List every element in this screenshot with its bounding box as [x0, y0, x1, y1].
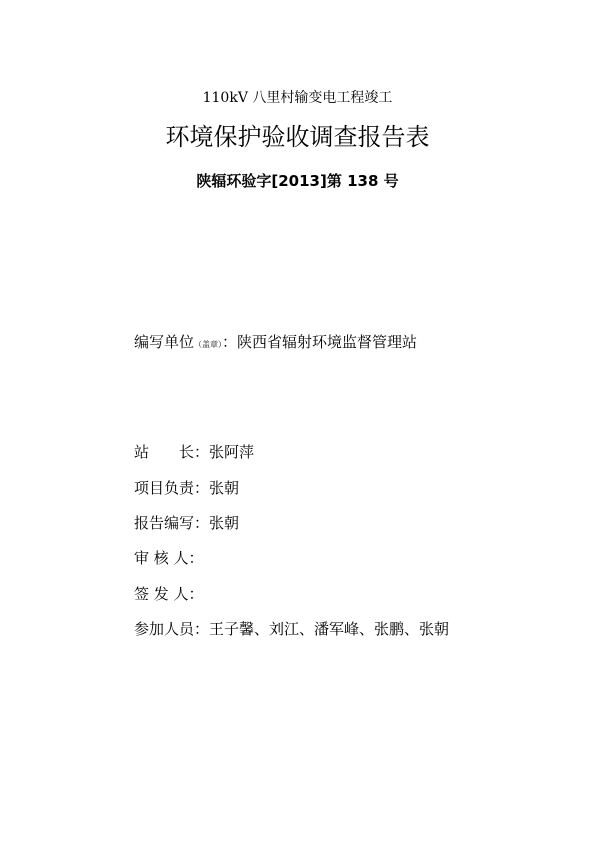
project-lead-value: 张朝 — [209, 479, 240, 497]
reviewer-row — [134, 547, 204, 568]
document-number: 陕辐环验字[2013]第 138 号 — [196, 172, 399, 190]
compiling-unit-value: 陕西省辐射环境监督管理站 — [237, 333, 418, 351]
participants-value: 王子馨、刘江、潘军峰、张鹏、张朝 — [209, 620, 450, 638]
station-director-value: 张阿萍 — [209, 443, 255, 461]
issuer-row — [134, 583, 204, 604]
report-title: 环境保护验收调查报告表 — [165, 123, 430, 151]
participants-label: 参加人员： — [134, 620, 210, 638]
report-author-row — [134, 512, 239, 533]
project-subtitle: 110kV 八里村输变电工程竣工 — [202, 90, 393, 106]
station-director-label: 站 长： — [134, 443, 210, 461]
compiling-unit-colon: ： — [222, 333, 238, 351]
station-director-row — [134, 441, 254, 462]
issuer-label: 签 发 人： — [134, 585, 204, 603]
participants-row — [134, 618, 449, 639]
seal-note: （盖章） — [194, 340, 223, 349]
report-author-value: 张朝 — [209, 514, 240, 532]
project-lead-row — [134, 477, 239, 498]
compiling-unit-label: 编写单位 — [134, 333, 195, 351]
project-lead-label: 项目负责： — [134, 479, 210, 497]
reviewer-label: 审 核 人： — [134, 549, 204, 567]
compiling-unit — [134, 331, 417, 352]
report-author-label: 报告编写： — [134, 514, 210, 532]
